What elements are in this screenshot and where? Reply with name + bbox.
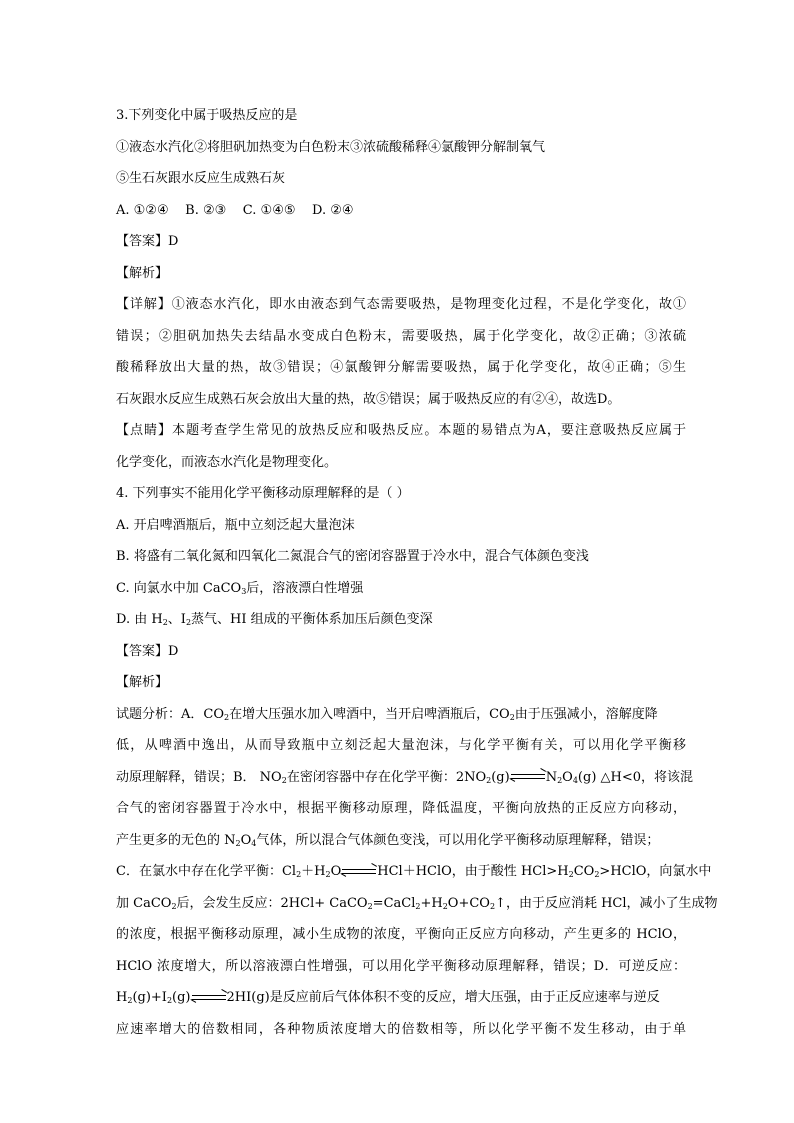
text: =CaCl: [372, 895, 416, 911]
text: (g): [491, 769, 510, 785]
equilibrium-arrow-icon: [342, 867, 376, 877]
text: 蒸气、HI 组成的平衡体系加压后颜色变深: [191, 612, 433, 627]
subscript: 2: [162, 618, 168, 627]
q3-detail-line-4: 石灰跟水反应生成熟石灰会放出大量的热，故⑤错误；属于吸热反应的有②④，故选D。: [116, 391, 621, 407]
subscript: 2: [171, 901, 177, 911]
text: HCl＋HClO，由于酸性 HCl>H: [377, 864, 569, 879]
subscript: 2: [486, 775, 492, 785]
subscript: 2: [325, 870, 331, 879]
text: 动原理解释，错误；B． NO: [116, 769, 282, 785]
text: (g)+I: [132, 990, 167, 1005]
q4-option-d: [116, 604, 686, 636]
text: N: [545, 769, 558, 785]
text: 2HI(g)是反应前后气体体积不变的反应，增大压强，由于正反应速率与逆反: [226, 990, 660, 1005]
text: O: [240, 832, 252, 848]
equilibrium-arrow-icon: [511, 772, 545, 782]
q3-stem: 3.下列变化中属于吸热反应的是: [116, 108, 298, 123]
text: 在增大压强水加入啤酒中，当开启啤酒瓶后，CO: [229, 706, 510, 722]
subscript: 2: [557, 775, 563, 785]
subscript: 2: [594, 870, 600, 879]
q4-option-a: A. 开启啤酒瓶后，瓶中立刻泛起大量泡沫: [116, 517, 355, 533]
subscript: 2: [442, 901, 448, 911]
text: 产生更多的无色的 N: [116, 832, 236, 848]
text: 后，溶液漂白性增强: [246, 580, 364, 596]
text: +H: [420, 895, 443, 911]
q3-options: A. ①②④ B. ②③ C. ①④⑤ D. ②④: [116, 202, 354, 218]
q4-analysis-line-1: [116, 699, 686, 731]
q3-analysis-label: 【解析】: [116, 265, 169, 281]
subscript: 2: [166, 996, 173, 1005]
subscript: 3: [241, 586, 247, 596]
text: 在密闭容器中存在化学平衡：2NO: [286, 769, 487, 785]
q4-analysis-line-5: [116, 825, 686, 857]
text: C. 向氯水中加 CaCO: [116, 580, 242, 596]
q4-analysis-line-4: 合气的密闭容器置于冷水中，根据平衡移动原理，降低温度，平衡向放热的正反应方向移动，: [116, 801, 686, 816]
q4-analysis-line-11: 应速率增大的倍数相同，各种物质浓度增大的倍数相等，所以化学平衡不发生移动，由于单: [116, 1021, 686, 1037]
text: 、I: [167, 612, 186, 627]
q4-analysis-line-2: 低，从啤酒中逸出，从而导致瓶中立刻泛起大量泡沫，与化学平衡有关，可以用化学平衡移: [116, 738, 686, 753]
q4-analysis-line-10: [116, 982, 686, 1014]
q4-analysis-line-6: [116, 856, 712, 888]
text: H: [116, 990, 128, 1005]
q3-detail-line-1: 【详解】①液态水汽化，即水由液态到气态需要吸热，是物理变化过程，不是化学变化，故①: [116, 297, 686, 312]
text: 加 CaCO: [116, 895, 172, 911]
subscript: 4: [251, 838, 257, 848]
text: O+CO: [447, 895, 490, 911]
text: ＋H: [301, 864, 326, 879]
q4-analysis-line-9: HClO 浓度增大，所以溶液漂白性增强，可以用化学平衡移动原理解释，错误；D．可逆反应：: [116, 958, 686, 974]
subscript: 2: [296, 870, 302, 879]
text: CO: [573, 864, 595, 879]
equilibrium-arrow-icon: [192, 993, 226, 1003]
text: (g): [172, 990, 191, 1005]
q4-stem: 4. 下列事实不能用化学平衡移动原理解释的是（ ）: [116, 486, 410, 501]
subscript: 2: [367, 901, 373, 911]
subscript: 2: [415, 901, 421, 911]
q4-analysis-line-8: 的浓度，根据平衡移动原理，减小生成物的浓度，平衡向正反应方向移动，产生更多的 HClO，: [116, 927, 686, 942]
subscript: 2: [127, 996, 133, 1005]
subscript: 2: [568, 870, 574, 879]
q4-analysis-line-3: [116, 762, 694, 794]
text: O: [562, 769, 573, 785]
text: 由于压强减小，溶解度降: [514, 706, 658, 722]
q3-answer: 【答案】D: [116, 234, 179, 249]
text: 气体，所以混合气体颜色变浅，可以用化学平衡移动原理解释，错误；: [256, 832, 660, 848]
q3-items-line-1: ①液态水汽化②将胆矾加热变为白色粉末③浓硫酸稀释④氯酸钾分解制氧气: [116, 139, 546, 155]
q3-detail-line-2: 错误；②胆矾加热失去结晶水变成白色粉末，需要吸热，属于化学变化，故②正确；③浓硫: [116, 328, 686, 344]
text: ↑，由于反应消耗 HCl，减小了生成物: [495, 895, 718, 911]
document-page: [116, 100, 718, 1045]
text: D. 由 H: [116, 612, 163, 627]
q3-point-line-1: 【点睛】本题考查学生常见的放热反应和吸热反应。本题的易错点为A，要注意吸热反应属于: [116, 423, 686, 438]
text: (g) △H<0，将该混: [577, 769, 694, 785]
q4-analysis-line-7: [116, 888, 718, 920]
subscript: 4: [572, 775, 578, 785]
q3-items-line-2: ⑤生石灰跟水反应生成熟石灰: [116, 171, 286, 186]
subscript: 2: [509, 712, 515, 722]
subscript: 2: [224, 712, 230, 722]
text: 后，会发生反应：2HCl+ CaCO: [176, 895, 368, 911]
text: O: [330, 864, 342, 879]
q4-analysis-label: 【解析】: [116, 675, 169, 690]
subscript: 2: [185, 618, 192, 627]
text: C．在氯水中存在化学平衡：Cl: [116, 864, 297, 879]
q3-point-line-2: 化学变化，而液态水汽化是物理变化。: [116, 454, 338, 470]
q4-option-c: [116, 573, 686, 605]
q4-option-b: B. 将盛有二氧化氮和四氧化二氮混合气的密闭容器置于冷水中，混合气体颜色变浅: [116, 549, 589, 564]
q3-detail-line-3: 酸稀释放出大量的热，故③错误；④氯酸钾分解需要吸热，属于化学变化，故④正确；⑤生: [116, 360, 686, 375]
subscript: 2: [489, 901, 496, 911]
text: 试题分析：A．CO: [116, 706, 224, 722]
text: >HClO，向氯水中: [599, 864, 712, 879]
subscript: 2: [281, 775, 287, 785]
subscript: 2: [235, 838, 241, 848]
q4-answer: 【答案】D: [116, 643, 179, 659]
